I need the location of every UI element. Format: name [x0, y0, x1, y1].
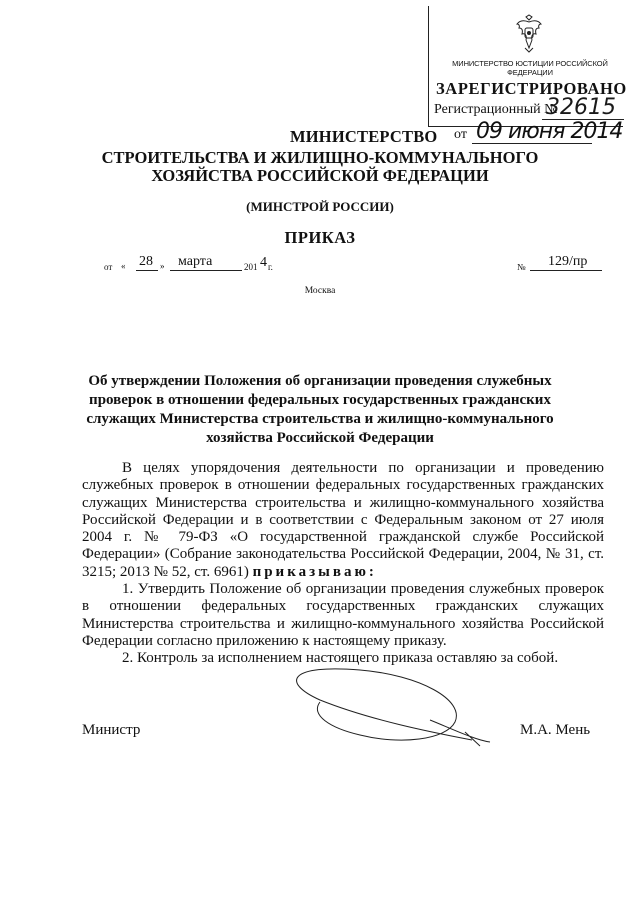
date-month: марта [178, 254, 213, 269]
signatory-role: Министр [82, 722, 141, 738]
order-subject: Об утверждении Положения об организации проведения служебных проверок в отношении федеральных государственных гражданских служащих Министерства строительства и жилищно-коммунального хозяйства Российской Федерации [86, 373, 554, 446]
date-year-digit: 4 [260, 255, 267, 270]
stamp-date-prefix: от [454, 127, 467, 142]
stamp-reg-number: 32615 [546, 95, 616, 120]
ministry-title-line-1: МИНИСТЕРСТВО [290, 127, 438, 146]
date-year-suffix: г. [268, 262, 273, 272]
order-number: 129/пр [548, 254, 588, 269]
ministry-title-line-2: СТРОИТЕЛЬСТВА И ЖИЛИЩНО-КОММУНАЛЬНОГО [101, 148, 539, 167]
ministry-title-line-3: ХОЗЯЙСТВА РОССИЙСКОЙ ФЕДЕРАЦИИ [151, 166, 489, 185]
date-day: 28 [139, 254, 153, 269]
intro-paragraph: В целях упорядочения деятельности по организации и проведению служебных проверок в отношении федеральных государственных гражданских служащих Министерства строительства и жилищно-коммунального хозяйства Российской Федерации и в соответствии с Федеральным законом от 27 июля 2004 г. № 79-ФЗ «О государственной гражданской службе Российской Федерации» (Собрание законодательства Российской Федерации, 2004, № 31, ст. 3215; 2013 № 52, ст. 6961) приказываю: [82, 460, 604, 580]
double-headed-eagle-icon [514, 14, 544, 54]
ministry-short-name: (МИНСТРОЙ РОССИИ) [246, 199, 394, 214]
city-label: Москва [304, 286, 336, 296]
stamp-ministry-label: МИНИСТЕРСТВО ЮСТИЦИИ РОССИЙСКОЙ ФЕДЕРАЦИИ [452, 59, 608, 77]
stamp-registered-title: ЗАРЕГИСТРИРОВАНО [436, 79, 627, 98]
item-1: 1. Утвердить Положение об организации проведения служебных проверок в отношении федеральных государственных гражданских служащих Министерства строительства и жилищно-коммунального хозяйства Российской Федерации согласно приложению к настоящему приказу. [82, 581, 604, 649]
order-body [82, 460, 604, 668]
order-word: приказываю: [252, 563, 377, 580]
date-quote-close: » [160, 261, 165, 271]
number-underline [530, 270, 602, 271]
stamp-date-underline [472, 143, 592, 144]
document-type: ПРИКАЗ [284, 228, 356, 247]
signatory-name: М.А. Мень [520, 722, 591, 738]
date-from-label: от [104, 262, 113, 272]
item-2: 2. Контроль за исполнением настоящего приказа оставляю за собой. [122, 650, 559, 667]
day-underline [136, 270, 158, 271]
month-underline [170, 270, 242, 271]
handwritten-signature [250, 660, 500, 750]
stamp-reg-number-label: Регистрационный № [434, 102, 558, 117]
stamp-date-handwritten: 09 июня 2014 [476, 119, 623, 144]
number-label: № [517, 262, 526, 272]
date-quote-open: « [121, 261, 126, 271]
date-year-prefix: 201 [244, 262, 258, 272]
registration-stamp [428, 6, 627, 144]
